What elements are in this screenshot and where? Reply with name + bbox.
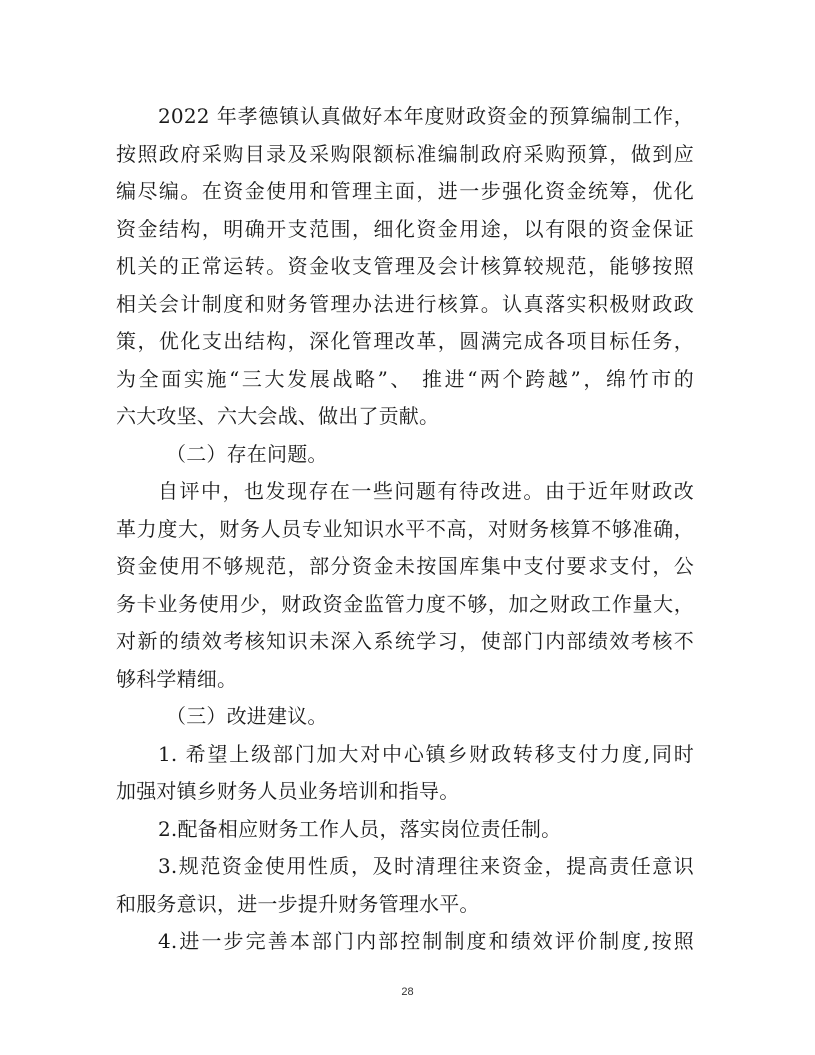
text-line: 自评中，也发现存在一些问题有待改进。由于近年财政改: [158, 479, 694, 503]
text-line: 2022 年孝德镇认真做好本年度财政资金的预算编制工作，: [158, 104, 694, 128]
text-line: 编尽编。在资金使用和管理主面，进一步强化资金统筹，优化: [116, 179, 694, 203]
text-line: 机关的正常运转。资金收支管理及会计核算较规范，能够按照: [116, 254, 694, 278]
document-body: [116, 98, 694, 961]
text-line: （二）存在问题。: [166, 441, 328, 466]
text-line: 和服务意识，进一步提升财务管理水平。: [116, 891, 480, 916]
text-line: 对新的绩效考核知识未深入系统学习，使部门内部绩效考核不: [116, 629, 694, 653]
text-line: 六大攻坚、六大会战、做出了贡献。: [116, 404, 440, 428]
text-line: 为全面实施“三大发展战略”、 推进“两个跨越”，绵竹市的: [116, 366, 694, 391]
text-line: 按照政府采购目录及采购限额标准编制政府采购预算，做到应: [116, 141, 694, 166]
text-line: 1. 希望上级部门加大对中心镇乡财政转移支付力度,同时: [158, 741, 694, 766]
text-line: （三）改进建议。: [166, 704, 328, 728]
text-line: 3.规范资金使用性质，及时清理往来资金，提高责任意识: [158, 854, 694, 878]
text-line: 革力度大，财务人员专业知识水平不高，对财务核算不够准确，: [116, 516, 694, 541]
page-number: 28: [401, 986, 414, 998]
text-line: 够科学精细。: [116, 666, 238, 691]
text-line: 资金结构，明确开支范围，细化资金用途，以有限的资金保证: [116, 216, 694, 241]
text-line: 2.配备相应财务工作人员，落实岗位责任制。: [158, 816, 562, 841]
text-line: 加强对镇乡财务人员业务培训和指导。: [116, 779, 460, 803]
text-line: 4.进一步完善本部门内部控制制度和绩效评价制度,按照: [158, 929, 694, 953]
text-line: 策，优化支出结构，深化管理改革，圆满完成各项目标任务，: [116, 329, 694, 353]
text-line: 务卡业务使用少，财政资金监管力度不够，加之财政工作量大，: [116, 591, 694, 616]
text-line: 相关会计制度和财务管理办法进行核算。认真落实积极财政政: [116, 291, 694, 316]
text-line: 资金使用不够规范，部分资金未按国库集中支付要求支付，公: [116, 554, 694, 578]
